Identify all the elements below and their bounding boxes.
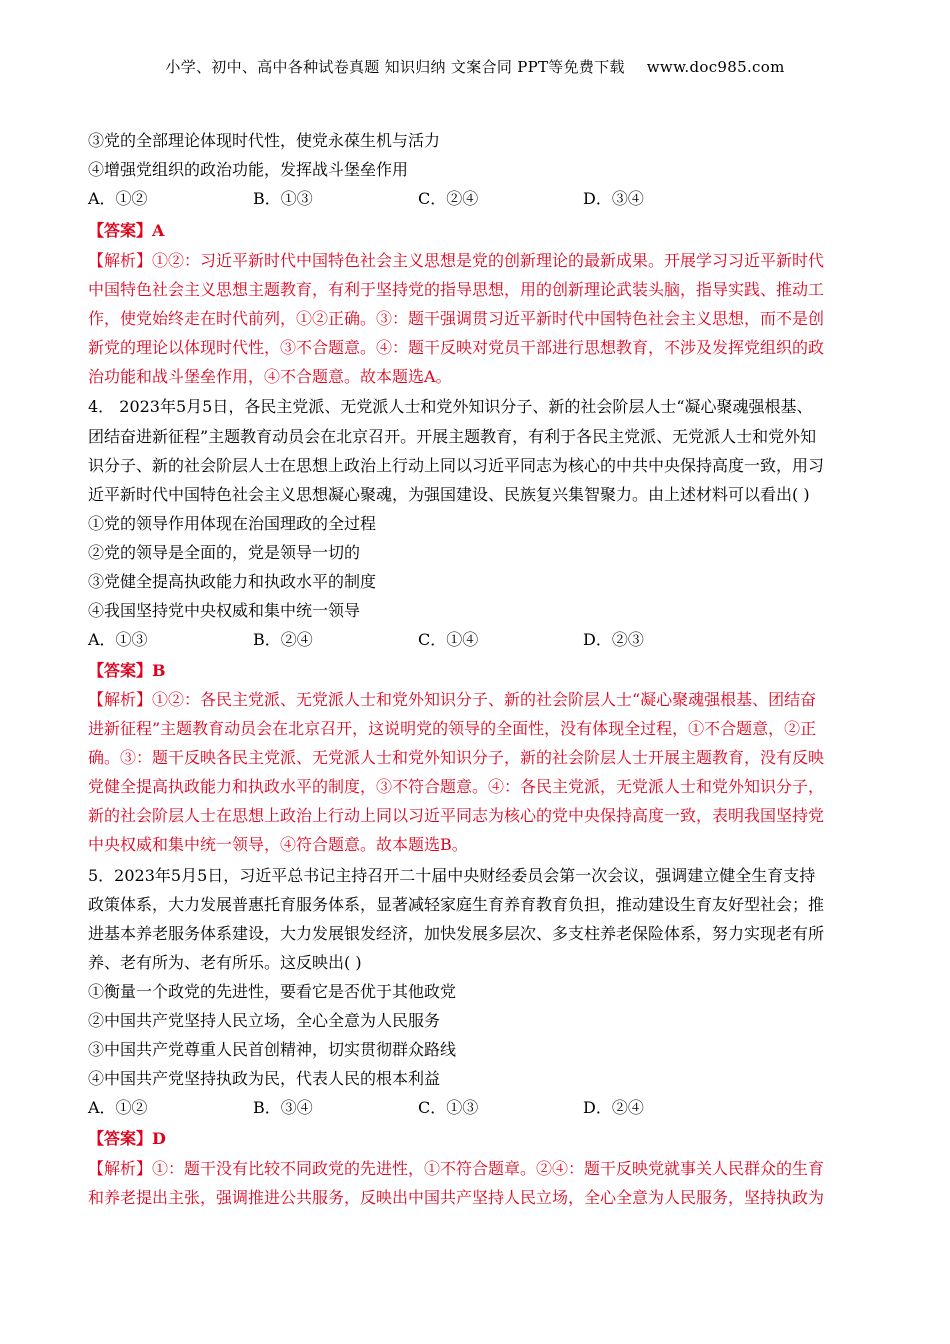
q5-stem-line: 进基本养老服务体系建设，大力发展银发经济，加快发展多层次、多支柱养老保险体系，努力实现老有所 xyxy=(88,924,825,943)
q5-item-4: ④中国共产党坚持执政为民，代表人民的根本利益 xyxy=(88,1069,441,1088)
page-header xyxy=(0,56,950,77)
q5-option-d: D．②④ xyxy=(583,1098,644,1117)
q5-item-3: ③中国共产党尊重人民首创精神，切实贯彻群众路线 xyxy=(88,1040,457,1059)
q3-item-4: ④增强党组织的政治功能，发挥战斗堡垒作用 xyxy=(88,160,409,179)
q3-option-a: A．①② xyxy=(88,189,148,208)
q4-item-2: ②党的领导是全面的，党是领导一切的 xyxy=(88,543,361,562)
q4-analysis-line: 进新征程”主题教育动员会在北京召开，这说明党的领导的全面性，没有体现全过程，①不合题意，②正 xyxy=(88,719,817,738)
q4-item-4: ④我国坚持党中央权威和集中统一领导 xyxy=(88,601,361,620)
q3-answer: 【答案】A xyxy=(88,221,165,240)
q5-stem-line: 养、老有所为、老有所乐。这反映出( ) xyxy=(88,953,362,972)
q4-stem-line: 团结奋进新征程”主题教育动员会在北京召开。开展主题教育，有利于各民主党派、无党派人士和党外知 xyxy=(88,427,817,446)
header-text: 小学、初中、高中各种试卷真题 知识归纳 文案合同 PPT等免费下载 xyxy=(165,58,625,76)
q4-option-d: D．②③ xyxy=(583,630,644,649)
q3-analysis-line: 治功能和战斗堡垒作用，④不合题意。故本题选A。 xyxy=(88,367,452,386)
q4-answer: 【答案】B xyxy=(88,661,166,680)
q5-analysis-line: 和养老提出主张，强调推进公共服务，反映出中国共产坚持人民立场，全心全意为人民服务，坚持执政为 xyxy=(88,1188,825,1207)
q4-analysis-line: 确。③：题干反映各民主党派、无党派人士和党外知识分子，新的社会阶层人士开展主题教育，没有反映 xyxy=(88,748,825,767)
q5-stem-line: 政策体系，大力发展普惠托育服务体系，显著减轻家庭生育养育教育负担，推动建设生育友好型社会；推 xyxy=(88,895,825,914)
q5-option-c: C．①③ xyxy=(418,1098,479,1117)
q3-analysis-line: 【解析】①②：习近平新时代中国特色社会主义思想是党的创新理论的最新成果。开展学习习近平新时代 xyxy=(88,251,825,270)
q3-item-3: ③党的全部理论体现时代性，使党永葆生机与活力 xyxy=(88,131,441,150)
q4-stem-line: 近平新时代中国特色社会主义思想凝心聚魂，为强国建设、民族复兴集智聚力。由上述材料可以看出( ) xyxy=(88,485,810,504)
q5-item-2: ②中国共产党坚持人民立场，全心全意为人民服务 xyxy=(88,1011,441,1030)
q4-stem-line: 识分子、新的社会阶层人士在思想上政治上行动上同以习近平同志为核心的中共中央保持高度一致，用习 xyxy=(88,456,825,475)
q4-option-c: C．①④ xyxy=(418,630,479,649)
q4-stem-line: 4． 2023年5月5日，各民主党派、无党派人士和党外知识分子、新的社会阶层人士“凝心聚魂强根基、 xyxy=(88,397,813,416)
q5-option-a: A．①② xyxy=(88,1098,148,1117)
q4-item-1: ①党的领导作用体现在治国理政的全过程 xyxy=(88,514,377,533)
q3-option-b: B．①③ xyxy=(253,189,313,208)
q4-analysis-line: 新的社会阶层人士在思想上政治上行动上同以习近平同志为核心的党中央保持高度一致，表明我国坚持党 xyxy=(88,806,825,825)
q4-analysis-line: 党健全提高执政能力和执政水平的制度，③不符合题意。④：各民主党派，无党派人士和党外知识分子， xyxy=(88,777,825,796)
q4-item-3: ③党健全提高执政能力和执政水平的制度 xyxy=(88,572,377,591)
q5-item-1: ①衡量一个政党的先进性，要看它是否优于其他政党 xyxy=(88,982,457,1001)
q4-analysis-line: 【解析】①②：各民主党派、无党派人士和党外知识分子、新的社会阶层人士“凝心聚魂强根基、团结奋 xyxy=(88,690,817,709)
q4-analysis-line: 中央权威和集中统一领导，④符合题意。故本题选B。 xyxy=(88,835,468,854)
q3-option-c: C．②④ xyxy=(418,189,479,208)
q5-answer: 【答案】D xyxy=(88,1129,166,1148)
q4-option-a: A．①③ xyxy=(88,630,148,649)
q5-option-b: B．③④ xyxy=(253,1098,313,1117)
q3-analysis-line: 中国特色社会主义思想主题教育，有利于坚持党的指导思想，用的创新理论武装头脑，指导实践、推动工 xyxy=(88,280,825,299)
q5-analysis-line: 【解析】①：题干没有比较不同政党的先进性，①不符合题章。②④：题干反映党就事关人民群众的生育 xyxy=(88,1159,825,1178)
q5-stem-line: 5．2023年5月5日，习近平总书记主持召开二十届中央财经委员会第一次会议，强调建立健全生育支持 xyxy=(88,866,816,885)
q3-analysis-line: 作，使党始终走在时代前列，①②正确。③：题干强调贯习近平新时代中国特色社会主义思想，而不是创 xyxy=(88,309,825,328)
q3-option-d: D．③④ xyxy=(583,189,644,208)
header-url[interactable]: www.doc985.com xyxy=(646,58,785,76)
q3-analysis-line: 新党的理论以体现时代性，③不合题意。④：题干反映对党员干部进行思想教育，不涉及发挥党组织的政 xyxy=(88,338,825,357)
q4-option-b: B．②④ xyxy=(253,630,313,649)
